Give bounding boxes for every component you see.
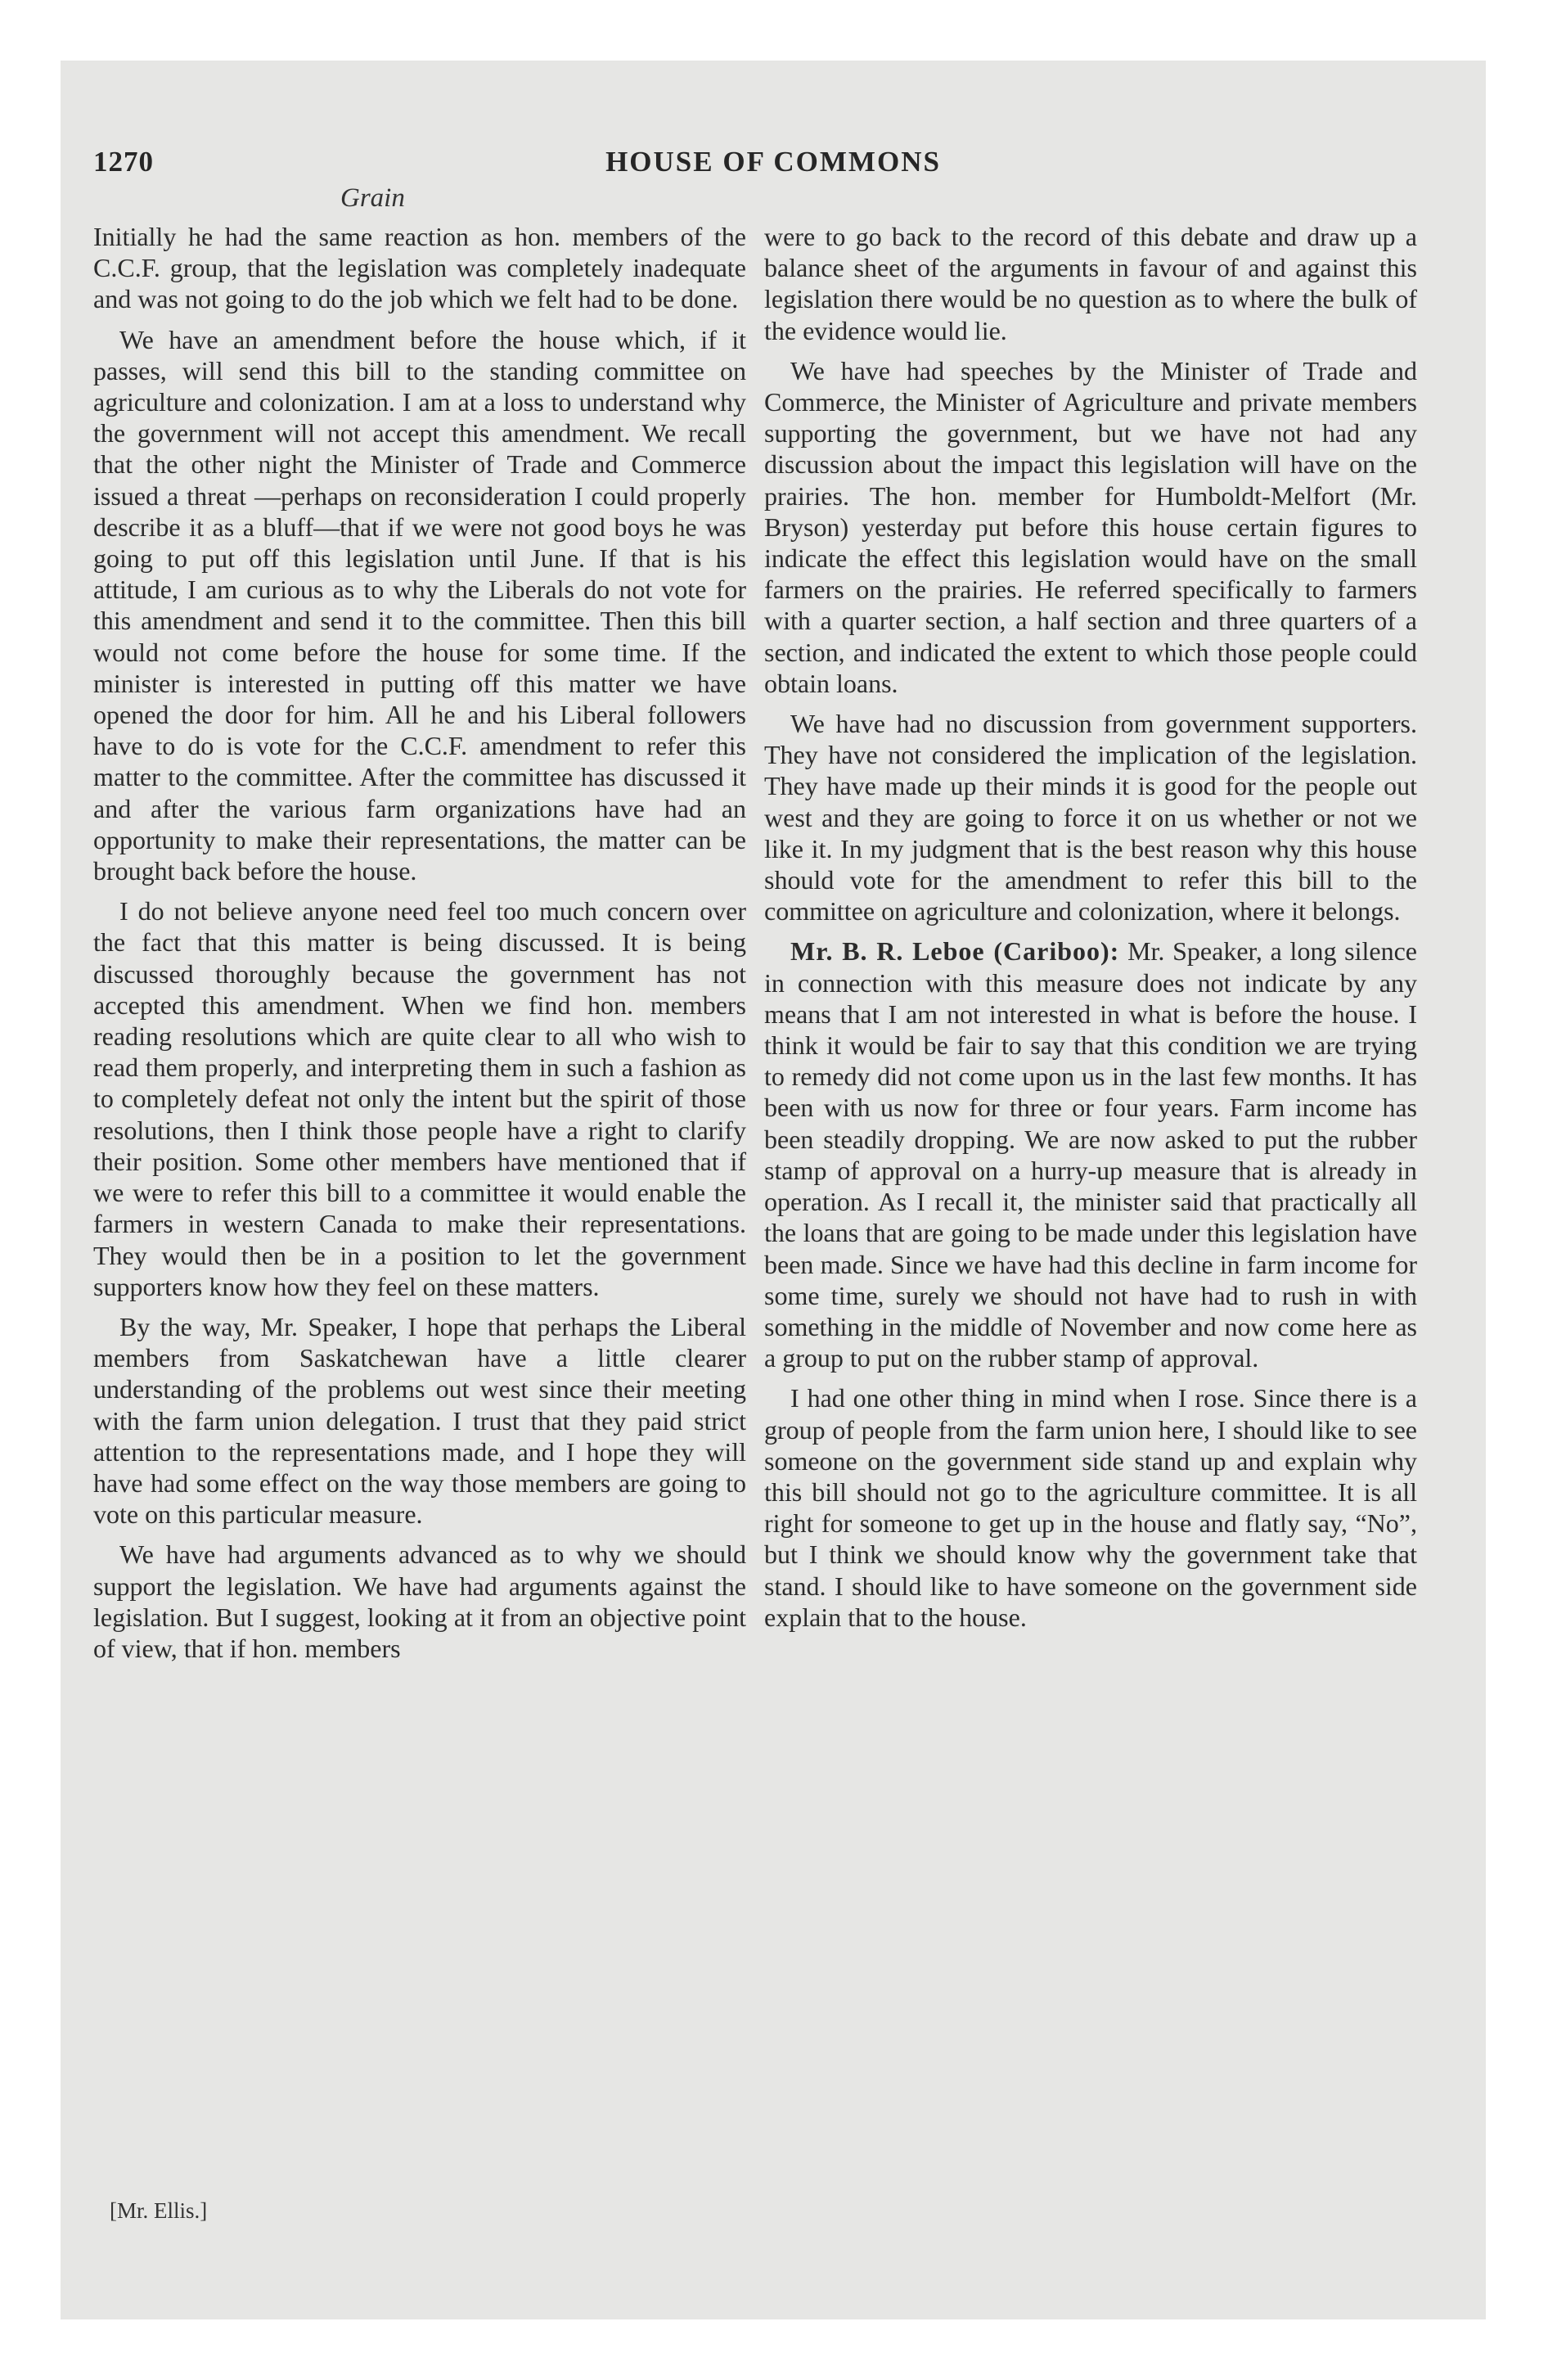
paragraph: We have had speeches by the Minister of Trade and Commerce, the Minister of Agriculture and private members supporting the government, but we have not had any discussion about the impact this legislation will have on the prairies. The hon. member for Humboldt-Melfort (Mr. Bryson) yesterday put before this house certain figures to indicate the effect this legislation would have on the small farmers on the prairies. He referred specifically to farmers with a quarter section, a half section and three quarters of a section, and indicated the extent to which those people could obtain loans. xyxy=(764,355,1417,698)
speech-text: Mr. Speaker, a long silence in connection with this measure does not indicate by any means that I am not interested in what is before the house. I think it would be fair to say that this condition we are trying to remedy did not come upon us in the last few months. It has been with us now for three or four years. Farm income has been steadily dropping. We are now asked to put the rubber stamp of approval on a hurry-up measure that is already in operation. As I recall it, the minister said that practically all the loans that are going to be made under this legislation have been made. Since we have had this decline in farm income for some time, surely we should not have had to rush in with something in the middle of November and now come here as a group to put on the rubber stamp of approval. xyxy=(764,936,1418,1373)
left-column xyxy=(93,221,746,1673)
page-sheet xyxy=(61,61,1486,2319)
paragraph: By the way, Mr. Speaker, I hope that perhaps the Liberal members from Saskatchewan have a little clearer understanding of the problems out west since their meeting with the farm union delegation. I trust that they paid strict attention to the representations made, and I hope they will have had some effect on the way those members are going to vote on this particular measure. xyxy=(93,1311,746,1530)
paragraph: were to go back to the record of this debate and draw up a balance sheet of the arguments in favour of and against this legislation there would be no question as to where the bulk of the evidence would lie. xyxy=(764,222,1417,345)
right-column xyxy=(764,221,1417,1642)
running-head: HOUSE OF COMMONS xyxy=(605,146,941,178)
section-title: Grain xyxy=(340,183,405,213)
paragraph: I do not believe anyone need feel too much concern over the fact that this matter is being discussed. It is being discussed thoroughly because the government has not accepted this amendment. When we find hon. members reading resolutions which are quite clear to all who wish to read them properly, and interpreting them in such a fashion as to completely defeat not only the intent but the spirit of those resolutions, then I think those people have a right to clarify their position. Some other members have mentioned that if we were to refer this bill to a committee it would enable the farmers in western Canada to make their representations. They would then be in a position to let the government supporters know how they feel on these matters. xyxy=(93,896,746,1301)
paragraph: I had one other thing in mind when I rose. Since there is a group of people from the farm union here, I should like to see someone on the government side stand up and explain why this bill should not go to the agriculture committee. It is all right for someone to get up in the house and flatly say, “No”, but I think we should know why the government take that stand. I should like to have someone on the government side explain that to the house. xyxy=(764,1383,1417,1632)
speaker-name: Mr. B. R. Leboe (Cariboo): xyxy=(790,936,1120,967)
speaker-footnote: [Mr. Ellis.] xyxy=(110,2198,208,2223)
page-header xyxy=(93,141,1453,190)
speech-paragraph xyxy=(764,935,1417,1373)
paragraph: We have had no discussion from government supporters. They have not considered the implication of the legislation. They have made up their minds it is good for the people out west and they are going to force it on us whether or not we like it. In my judgment that is the best reason why this house should vote for the amendment to refer this bill to the committee on agriculture and colonization, where it belongs. xyxy=(764,709,1417,926)
page-number: 1270 xyxy=(93,146,154,178)
paragraph: Initially he had the same reaction as hon. members of the C.C.F. group, that the legislation was completely inadequate and was not going to do the job which we felt had to be done. xyxy=(93,222,746,314)
paragraph: We have had arguments advanced as to why we should support the legislation. We have had arguments against the legislation. But I suggest, looking at it from an objective point of view, that if hon. members xyxy=(93,1539,746,1663)
paragraph: We have an amendment before the house which, if it passes, will send this bill to the standing committee on agriculture and colonization. I am at a loss to understand why the government will not accept this amendment. We recall that the other night the Minister of Trade and Commerce issued a threat —perhaps on reconsideration I could properly describe it as a bluff—that if we were not good boys he was going to put off this legislation until June. If that is his attitude, I am curious as to why the Liberals do not vote for this amendment and send it to the committee. Then this bill would not come before the house for some time. If the minister is interested in putting off this matter we have opened the door for him. All he and his Liberal followers have to do is vote for the C.C.F. amendment to refer this matter to the committee. After the committee has discussed it and after the various farm organizations have had an opportunity to make their representations, the matter can be brought back before the house. xyxy=(93,324,746,886)
